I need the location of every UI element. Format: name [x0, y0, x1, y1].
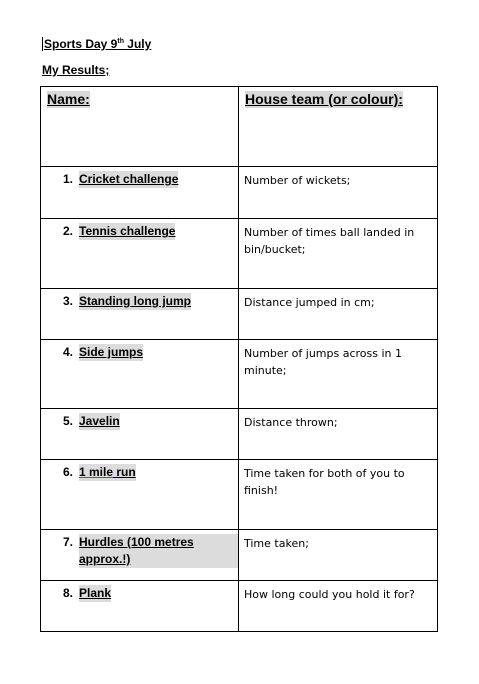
team-label: House team (or colour):: [245, 91, 403, 107]
table-row: [41, 289, 438, 340]
table-row: [41, 581, 438, 632]
table-row: [41, 167, 438, 219]
table-row: [41, 530, 438, 581]
result-cell[interactable]: [239, 289, 438, 340]
table-row: [41, 409, 438, 460]
event-number: 2.: [63, 224, 74, 238]
table-row: [41, 219, 438, 289]
event-detail: Distance thrown;: [244, 416, 338, 429]
event-name: [79, 464, 136, 481]
event-name: Plank: [79, 586, 112, 600]
event-detail: Number of wickets;: [244, 174, 351, 187]
event-cell: [41, 219, 239, 289]
event-name: Javelin: [79, 414, 120, 428]
event-name: Cricket challenge: [79, 172, 179, 186]
team-cell[interactable]: [239, 87, 438, 167]
event-detail: Time taken;: [244, 537, 309, 550]
event-name: Standing long jump: [79, 294, 191, 308]
title-suffix: July: [123, 37, 152, 51]
result-cell[interactable]: [239, 530, 438, 581]
event-cell: [41, 530, 239, 581]
name-label: Name:: [47, 91, 90, 107]
table-row: [41, 340, 438, 409]
event-number: 7.: [63, 535, 74, 549]
event-detail: Number of times ball landed in bin/bucket;: [244, 226, 415, 256]
results-label: My Results;: [42, 63, 110, 77]
event-cell: [41, 581, 239, 632]
event-cell: [41, 289, 239, 340]
result-cell[interactable]: [239, 340, 438, 409]
event-detail: Time taken for both of you to finish!: [244, 467, 405, 497]
result-cell[interactable]: [239, 581, 438, 632]
event-name: Hurdles (100 metres approx.!): [79, 534, 238, 568]
page-title: [42, 37, 151, 51]
name-cell[interactable]: [41, 87, 239, 167]
result-cell[interactable]: [239, 219, 438, 289]
table-row: [41, 460, 438, 530]
event-cell: [41, 409, 239, 460]
event-name: Side jumps: [79, 345, 144, 359]
event-number: 3.: [63, 294, 74, 308]
event-cell: [41, 167, 239, 219]
event-name: Tennis challenge: [79, 224, 176, 238]
event-cell: [41, 340, 239, 409]
event-number: 8.: [63, 586, 74, 600]
event-number: 4.: [63, 345, 74, 359]
results-table: [40, 86, 438, 632]
title-text: Sports Day 9: [44, 37, 118, 51]
event-number: 6.: [63, 465, 74, 479]
event-name-part: 1 mile: [79, 465, 114, 479]
event-detail: How long could you hold it for?: [244, 588, 415, 601]
event-number: 1.: [63, 172, 74, 186]
result-cell[interactable]: [239, 460, 438, 530]
event-name-part: run: [113, 465, 136, 479]
title-superscript: th: [117, 38, 124, 45]
result-cell[interactable]: [239, 409, 438, 460]
event-detail: Distance jumped in cm;: [244, 296, 375, 309]
event-detail: Number of jumps across in 1 minute;: [244, 347, 403, 377]
header-row: [41, 87, 438, 167]
result-cell[interactable]: [239, 167, 438, 219]
event-cell: [41, 460, 239, 530]
event-number: 5.: [63, 414, 74, 428]
